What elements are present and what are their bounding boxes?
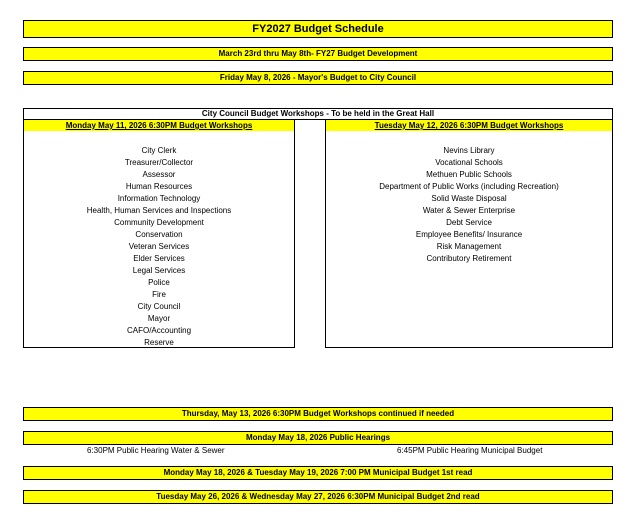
tuesday-workshops-list: [326, 145, 612, 265]
monday-item: Community Development: [114, 218, 204, 227]
page-title: FY2027 Budget Schedule: [23, 20, 613, 38]
thursday-continued-banner: Thursday, May 13, 2026 6:30PM Budget Workshops continued if needed: [23, 407, 613, 421]
monday-item: Elder Services: [133, 254, 185, 263]
workshops-section: [23, 108, 613, 348]
monday-item: Information Technology: [117, 194, 201, 203]
monday-item: Veteran Services: [128, 242, 190, 251]
monday-item: Fire: [152, 290, 166, 299]
monday-item: Conservation: [135, 230, 183, 239]
second-read-banner: Tuesday May 26, 2026 & Wednesday May 27, 2026 6:30PM Municipal Budget 2nd read: [23, 490, 613, 504]
monday-workshops-heading: Monday May 11, 2026 6:30PM Budget Workshops: [24, 120, 294, 131]
tuesday-workshops-heading: Tuesday May 12, 2026 6:30PM Budget Workshops: [326, 120, 612, 131]
monday-item: CAFO/Accounting: [126, 326, 192, 335]
monday-workshops-column: [23, 119, 295, 348]
first-read-banner: Monday May 18, 2026 & Tuesday May 19, 2026 7:00 PM Municipal Budget 1st read: [23, 466, 613, 480]
tuesday-item: Methuen Public Schools: [426, 170, 512, 179]
monday-workshops-list: [24, 145, 294, 349]
monday-item: Health, Human Services and Inspections: [86, 206, 232, 215]
monday-item: City Council: [137, 302, 181, 311]
tuesday-item: Nevins Library: [443, 146, 495, 155]
workshops-header: City Council Budget Workshops - To be held in the Great Hall: [23, 108, 613, 120]
tuesday-item: Debt Service: [446, 218, 492, 227]
monday-item: Human Resources: [125, 182, 193, 191]
public-hearings-row: [23, 445, 613, 457]
tuesday-item: Vocational Schools: [435, 158, 503, 167]
monday-item: Treasurer/Collector: [124, 158, 194, 167]
tuesday-item: Solid Waste Disposal: [431, 194, 507, 203]
budget-development-banner: March 23rd thru May 8th- FY27 Budget Development: [23, 47, 613, 61]
monday-item: Police: [148, 278, 170, 287]
tuesday-item: Department of Public Works (including Recreation): [379, 182, 559, 191]
tuesday-item: Employee Benefits/ Insurance: [415, 230, 523, 239]
municipal-hearing: 6:45PM Public Hearing Municipal Budget: [397, 446, 543, 455]
public-hearings-banner: Monday May 18, 2026 Public Hearings: [23, 431, 613, 445]
monday-item: Mayor: [147, 314, 171, 323]
water-sewer-hearing: 6:30PM Public Hearing Water & Sewer: [87, 446, 225, 455]
tuesday-workshops-column: [325, 119, 613, 348]
tuesday-item: Contributory Retirement: [426, 254, 512, 263]
monday-item: Reserve: [144, 338, 174, 347]
mayors-budget-banner: Friday May 8, 2026 - Mayor's Budget to City Council: [23, 71, 613, 85]
monday-item: Legal Services: [132, 266, 186, 275]
monday-item: Assessor: [142, 170, 176, 179]
monday-item: City Clerk: [141, 146, 177, 155]
tuesday-item: Risk Management: [436, 242, 502, 251]
tuesday-item: Water & Sewer Enterprise: [422, 206, 516, 215]
